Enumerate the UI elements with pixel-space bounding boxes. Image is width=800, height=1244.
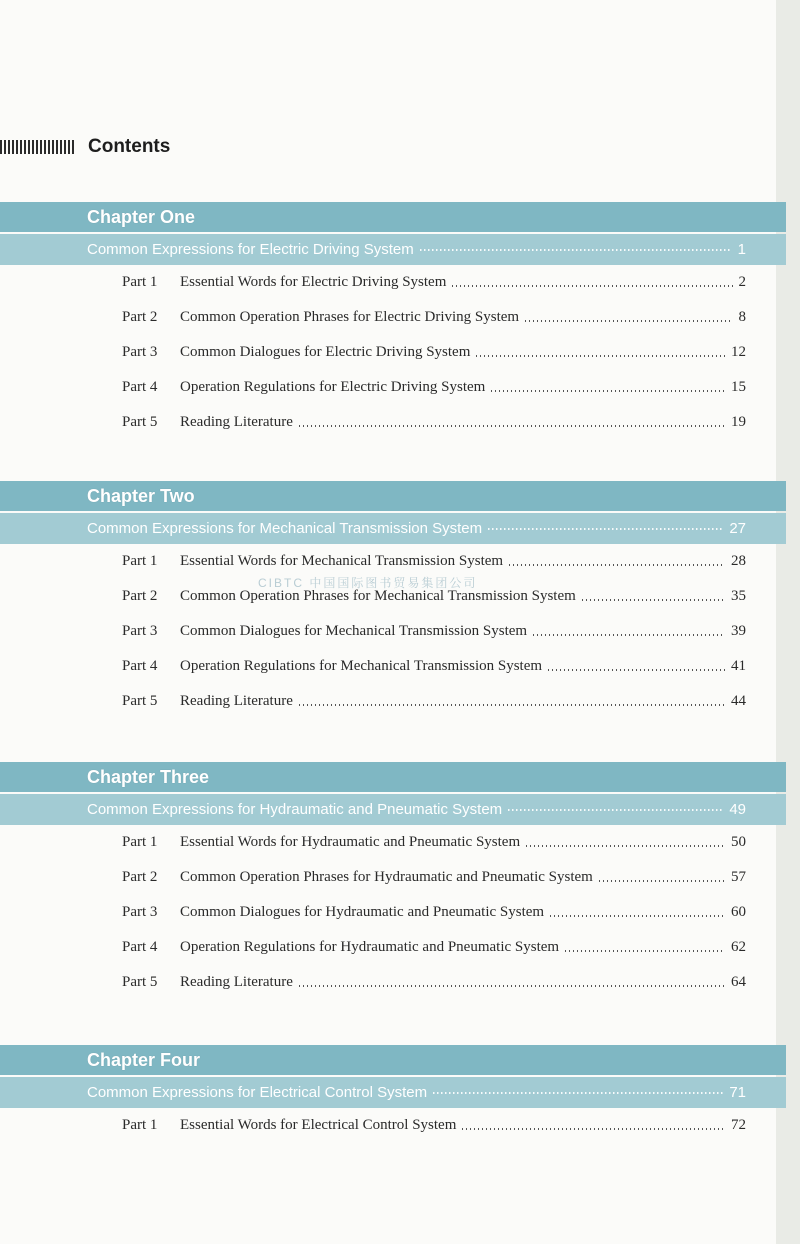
leader-dots xyxy=(299,985,725,987)
part-page-number: 64 xyxy=(731,974,746,990)
chapter-title-bar xyxy=(0,202,786,232)
part-page-number: 72 xyxy=(731,1117,746,1133)
chapter-subtitle: Common Expressions for Hydraumatic and Pneumatic System xyxy=(87,801,503,818)
leader-dots xyxy=(299,425,725,427)
part-page-number: 12 xyxy=(731,344,746,360)
part-number: Part 3 xyxy=(122,344,158,360)
toc-entry[interactable] xyxy=(0,684,746,719)
chapter-subtitle-bar xyxy=(0,1077,786,1108)
part-title: Reading Literature xyxy=(180,414,293,430)
toc-entry[interactable] xyxy=(0,895,746,930)
toc-entry[interactable] xyxy=(0,860,746,895)
part-title: Essential Words for Mechanical Transmission System xyxy=(180,553,504,569)
toc-entry[interactable] xyxy=(0,649,746,684)
toc-entry[interactable] xyxy=(0,405,746,440)
contents-heading xyxy=(0,134,170,160)
chapter-two xyxy=(0,481,786,719)
toc-entry[interactable] xyxy=(0,370,746,405)
leader-dots xyxy=(488,528,723,530)
part-title: Essential Words for Electrical Control System xyxy=(180,1117,457,1133)
contents-title: Contents xyxy=(88,136,171,157)
leader-dots xyxy=(548,669,725,671)
leader-dots xyxy=(550,915,725,917)
leader-dots xyxy=(533,634,725,636)
chapter-subtitle-entry[interactable] xyxy=(87,520,746,537)
chapter-subtitle-entry[interactable] xyxy=(87,1084,746,1101)
part-title: Common Dialogues for Electric Driving System xyxy=(180,344,471,360)
toc-entry[interactable] xyxy=(0,300,746,335)
part-title: Essential Words for Hydraumatic and Pneumatic System xyxy=(180,834,521,850)
chapter-subtitle: Common Expressions for Electric Driving System xyxy=(87,241,414,258)
part-page-number: 19 xyxy=(731,414,746,430)
chapter-subtitle-bar xyxy=(0,794,786,825)
chapter-one xyxy=(0,202,786,440)
part-number: Part 4 xyxy=(122,939,158,955)
leader-dots xyxy=(433,1092,723,1094)
part-number: Part 2 xyxy=(122,869,158,885)
chapter-subtitle: Common Expressions for Mechanical Transmission System xyxy=(87,520,483,537)
leader-dots xyxy=(526,845,725,847)
part-number: Part 5 xyxy=(122,693,158,709)
leader-dots xyxy=(299,704,725,706)
part-page-number: 44 xyxy=(731,693,746,709)
tick-marks-decoration xyxy=(0,140,74,154)
chapter-page-number: 49 xyxy=(729,801,746,818)
part-page-number: 35 xyxy=(731,588,746,604)
part-page-number: 28 xyxy=(731,553,746,569)
part-number: Part 3 xyxy=(122,623,158,639)
part-page-number: 60 xyxy=(731,904,746,920)
leader-dots xyxy=(525,320,732,322)
chapter-page-number: 27 xyxy=(729,520,746,537)
part-page-number: 50 xyxy=(731,834,746,850)
chapter-subtitle: Common Expressions for Electrical Control System xyxy=(87,1084,428,1101)
part-page-number: 8 xyxy=(738,309,746,325)
part-title: Common Dialogues for Hydraumatic and Pneumatic System xyxy=(180,904,545,920)
leader-dots xyxy=(452,285,732,287)
chapter-title: Chapter One xyxy=(87,206,196,227)
chapter-title-bar xyxy=(0,762,786,792)
part-title: Common Operation Phrases for Mechanical Transmission System xyxy=(180,588,576,604)
part-title: Essential Words for Electric Driving System xyxy=(180,274,447,290)
part-page-number: 15 xyxy=(731,379,746,395)
part-title: Reading Literature xyxy=(180,974,293,990)
part-number: Part 1 xyxy=(122,553,158,569)
leader-dots xyxy=(508,809,723,811)
chapter-subtitle-bar xyxy=(0,513,786,544)
watermark: CIBTC 中国国际图书贸易集团公司 xyxy=(258,576,478,590)
chapter-title-bar xyxy=(0,1045,786,1075)
leader-dots xyxy=(420,249,732,251)
leader-dots xyxy=(509,564,725,566)
chapter-subtitle-entry[interactable] xyxy=(87,801,746,818)
part-title: Operation Regulations for Electric Driving System xyxy=(180,379,486,395)
part-title: Common Operation Phrases for Electric Driving System xyxy=(180,309,520,325)
part-number: Part 4 xyxy=(122,379,158,395)
part-page-number: 2 xyxy=(738,274,746,290)
leader-dots xyxy=(599,880,725,882)
toc-entry[interactable] xyxy=(0,335,746,370)
leader-dots xyxy=(462,1128,725,1130)
leader-dots xyxy=(476,355,725,357)
part-number: Part 1 xyxy=(122,834,158,850)
toc-entry[interactable] xyxy=(0,614,746,649)
part-number: Part 1 xyxy=(122,274,158,290)
chapter-page-number: 71 xyxy=(729,1084,746,1101)
part-number: Part 2 xyxy=(122,309,158,325)
chapter-title: Chapter Three xyxy=(87,766,210,787)
part-title: Operation Regulations for Mechanical Transmission System xyxy=(180,658,543,674)
part-page-number: 41 xyxy=(731,658,746,674)
chapter-title: Chapter Four xyxy=(87,1049,201,1070)
part-number: Part 4 xyxy=(122,658,158,674)
part-page-number: 62 xyxy=(731,939,746,955)
part-title: Operation Regulations for Hydraumatic and Pneumatic System xyxy=(180,939,560,955)
leader-dots xyxy=(491,390,725,392)
part-title: Common Dialogues for Mechanical Transmission System xyxy=(180,623,528,639)
part-number: Part 5 xyxy=(122,414,158,430)
chapter-title-bar xyxy=(0,481,786,511)
chapter-subtitle-entry[interactable] xyxy=(87,241,746,258)
toc-entry[interactable] xyxy=(0,930,746,965)
part-number: Part 2 xyxy=(122,588,158,604)
chapter-subtitle-bar xyxy=(0,234,786,265)
chapter-title: Chapter Two xyxy=(87,485,195,506)
part-title: Reading Literature xyxy=(180,693,293,709)
part-page-number: 57 xyxy=(731,869,746,885)
chapter-four xyxy=(0,1045,786,1143)
toc-entry[interactable] xyxy=(0,825,746,860)
part-number: Part 1 xyxy=(122,1117,158,1133)
chapter-three xyxy=(0,762,786,1000)
part-title: Common Operation Phrases for Hydraumatic and Pneumatic System xyxy=(180,869,593,885)
toc-entry[interactable] xyxy=(0,965,746,1000)
part-number: Part 3 xyxy=(122,904,158,920)
leader-dots xyxy=(565,950,725,952)
leader-dots xyxy=(582,599,725,601)
part-page-number: 39 xyxy=(731,623,746,639)
toc-entry[interactable] xyxy=(0,1108,746,1143)
chapter-page-number: 1 xyxy=(737,241,746,258)
toc-entry[interactable] xyxy=(0,265,746,300)
part-number: Part 5 xyxy=(122,974,158,990)
